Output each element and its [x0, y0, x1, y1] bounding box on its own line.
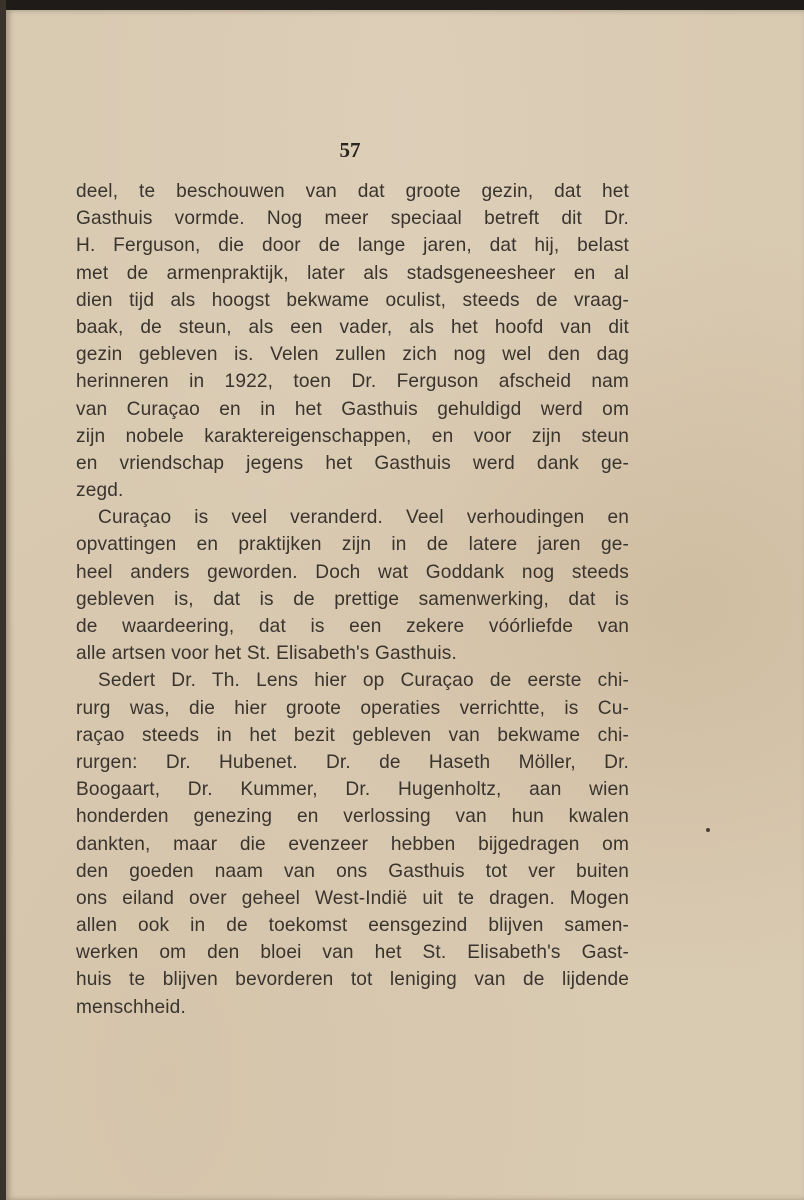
- scan-top-edge: [0, 0, 804, 10]
- text-line: opvattingen en praktijken zijn in de latere jaren ge-: [76, 534, 629, 556]
- text-line: deel, te beschouwen van dat groote gezin, dat het: [76, 181, 629, 202]
- text-line: baak, de steun, als een vader, als het hoofd van dit: [76, 316, 629, 338]
- text-line: werken om den bloei van het St. Elisabeth's Gast-: [76, 942, 629, 964]
- text-line: Sedert Dr. Th. Lens hier op Curaçao de eerste chi-: [98, 670, 629, 692]
- text-line: huis te blijven bevorderen tot leniging van de lijdende: [76, 969, 629, 991]
- text-line: Curaçao is veel veranderd. Veel verhoudingen en: [98, 507, 629, 529]
- text-line: met de armenpraktijk, later als stadsgeneesheer en al: [76, 262, 629, 284]
- text-line: rurgen: Dr. Hubenet. Dr. de Haseth Möller, Dr.: [76, 751, 629, 773]
- page-number: 57: [339, 138, 361, 162]
- text-line: dankten, maar die evenzeer hebben bijgedragen om: [76, 833, 629, 855]
- text-line: den goeden naam van ons Gasthuis tot ver buiten: [76, 860, 629, 882]
- text-line: Gasthuis vormde. Nog meer speciaal betreft dit Dr.: [76, 208, 629, 230]
- paper-speck: [706, 828, 710, 832]
- body-text: [76, 178, 629, 1021]
- text-line: zegd.: [76, 480, 124, 502]
- text-line: Boogaart, Dr. Kummer, Dr. Hugenholtz, aan wien: [76, 779, 629, 801]
- text-line: rurg was, die hier groote operaties verrichtte, is Cu-: [76, 697, 629, 719]
- text-line: raçao steeds in het bezit gebleven van bekwame chi-: [76, 724, 629, 746]
- text-line: en vriendschap jegens het Gasthuis werd dank ge-: [76, 452, 629, 474]
- text-line: gezin gebleven is. Velen zullen zich nog wel den dag: [76, 344, 629, 366]
- text-line: de waardeering, dat is een zekere vóórliefde van: [76, 616, 629, 637]
- text-line: dien tijd als hoogst bekwame oculist, steeds de vraag-: [76, 289, 629, 311]
- text-line: alle artsen voor het St. Elisabeth's Gasthuis.: [76, 643, 457, 665]
- text-line: zijn nobele karaktereigenschappen, en voor zijn steun: [76, 425, 629, 447]
- text-line: ons eiland over geheel West-Indië uit te dragen. Mogen: [76, 887, 629, 909]
- text-line: honderden genezing en verlossing van hun kwalen: [76, 806, 629, 828]
- text-line: menschheid.: [76, 996, 186, 1018]
- text-line: heel anders geworden. Doch wat Goddank nog steeds: [76, 561, 629, 583]
- text-line: van Curaçao en in het Gasthuis gehuldigd werd om: [76, 398, 629, 420]
- text-line: H. Ferguson, die door de lange jaren, dat hij, belast: [76, 235, 629, 257]
- text-line: allen ook in de toekomst eensgezind blijven samen-: [76, 915, 629, 937]
- text-line: gebleven is, dat is de prettige samenwerking, dat is: [76, 588, 629, 610]
- text-line: herinneren in 1922, toen Dr. Ferguson afscheid nam: [76, 371, 629, 393]
